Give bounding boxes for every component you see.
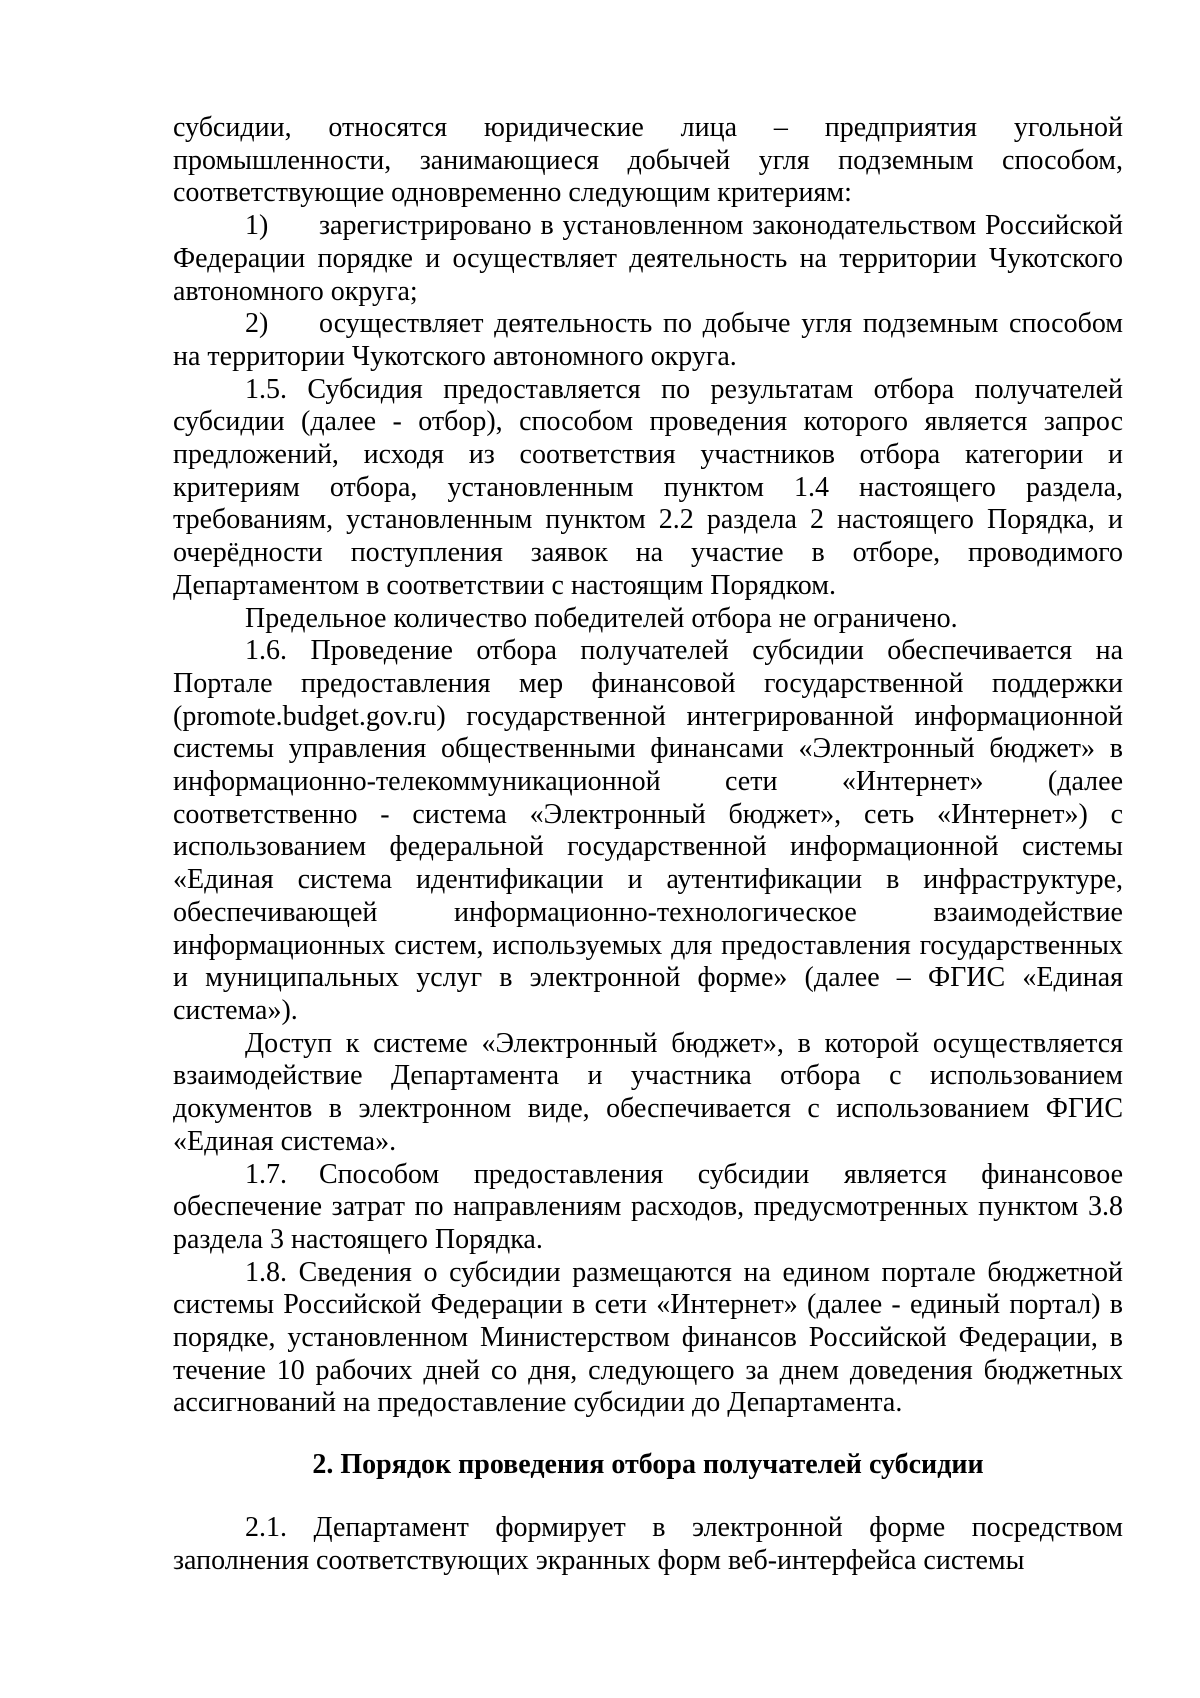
list-item-2-number: 2)	[245, 308, 269, 340]
paragraph-subsidy-recipients: субсидии, относятся юридические лица – предприятия угольной промышленности, занимающиеся добычей угля подземным способом, соответствующие одновременно следующим критериям:	[173, 112, 1123, 209]
list-item-1	[173, 210, 1123, 308]
section-2-heading: 2. Порядок проведения отбора получателей субсидии	[312, 1449, 984, 1481]
document-page	[173, 112, 1123, 1577]
list-item-1-number: 1)	[245, 210, 269, 242]
paragraph-1-7	[173, 1159, 1123, 1257]
paragraph-1-8: 1.8. Сведения о субсидии размещаются на едином портале бюджетной системы Российской Федерации в сети «Интернет» (далее - единый портал) в порядке, установленном Министерством финансов Российской Федерации, в течение 10 рабочих дней со дня, следующего за днем доведения бюджетных ассигнований на предоставление субсидии до Департамента.	[173, 1256, 1123, 1419]
list-item-2-text: осуществляет деятельность по добыче угля подземным способом на территории Чукотского автономного округа.	[173, 308, 1123, 372]
paragraph-system-access: Доступ к системе «Электронный бюджет», в которой осуществляется взаимодействие Департамента и участника отбора с использованием документов в электронном виде, обеспечивается с использованием ФГИС «Единая система».	[173, 1027, 1123, 1157]
paragraph-1-6: 1.6. Проведение отбора получателей субсидии обеспечивается на Портале предоставления мер финансовой государственной поддержки (promote.budget.gov.ru) государственной интегрированной информационной системы управления общественными финансами «Электронный бюджет» в информационно-телекоммуникационной сети «Интернет» (далее соответственно - система «Электронный бюджет», сеть «Интернет») с использованием федеральной государственной информационной системы «Единая система идентификации и аутентификации в инфраструктуре, обеспечивающей информационно-технологическое взаимодействие информационных систем, используемых для предоставления государственных и муниципальных услуг в электронной форме» (далее – ФГИС «Единая система»).	[173, 635, 1123, 1026]
paragraph-1-7-text: Способом предоставления субсидии является финансовое обеспечение затрат по направлениям расходов, предусмотренных пунктом 3.8 раздела 3 настоящего Порядка.	[173, 1158, 1123, 1255]
paragraph-1-7-number: 1.7.	[245, 1158, 287, 1190]
paragraph-winners-limit: Предельное количество победителей отбора не ограничено.	[245, 602, 958, 634]
list-item-2	[173, 308, 1123, 373]
list-item-1-text: зарегистрировано в установленном законодательством Российской Федерации порядке и осуществляет деятельность на территории Чукотского автономного округа;	[173, 210, 1123, 307]
paragraph-1-5: 1.5. Субсидия предоставляется по результатам отбора получателей субсидии (далее - отбор), способом проведения которого является запрос предложений, исходя из соответствия участников отбора категории и критериям отбора, установленным пунктом 1.4 настоящего раздела, требованиям, установленным пунктом 2.2 раздела 2 настоящего Порядка, и очерёдности поступления заявок на участие в отборе, проводимого Департаментом в соответствии с настоящим Порядком.	[173, 373, 1123, 601]
paragraph-2-1: 2.1. Департамент формирует в электронной форме посредством заполнения соответствующих экранных форм веб-интерфейса системы	[173, 1511, 1123, 1576]
